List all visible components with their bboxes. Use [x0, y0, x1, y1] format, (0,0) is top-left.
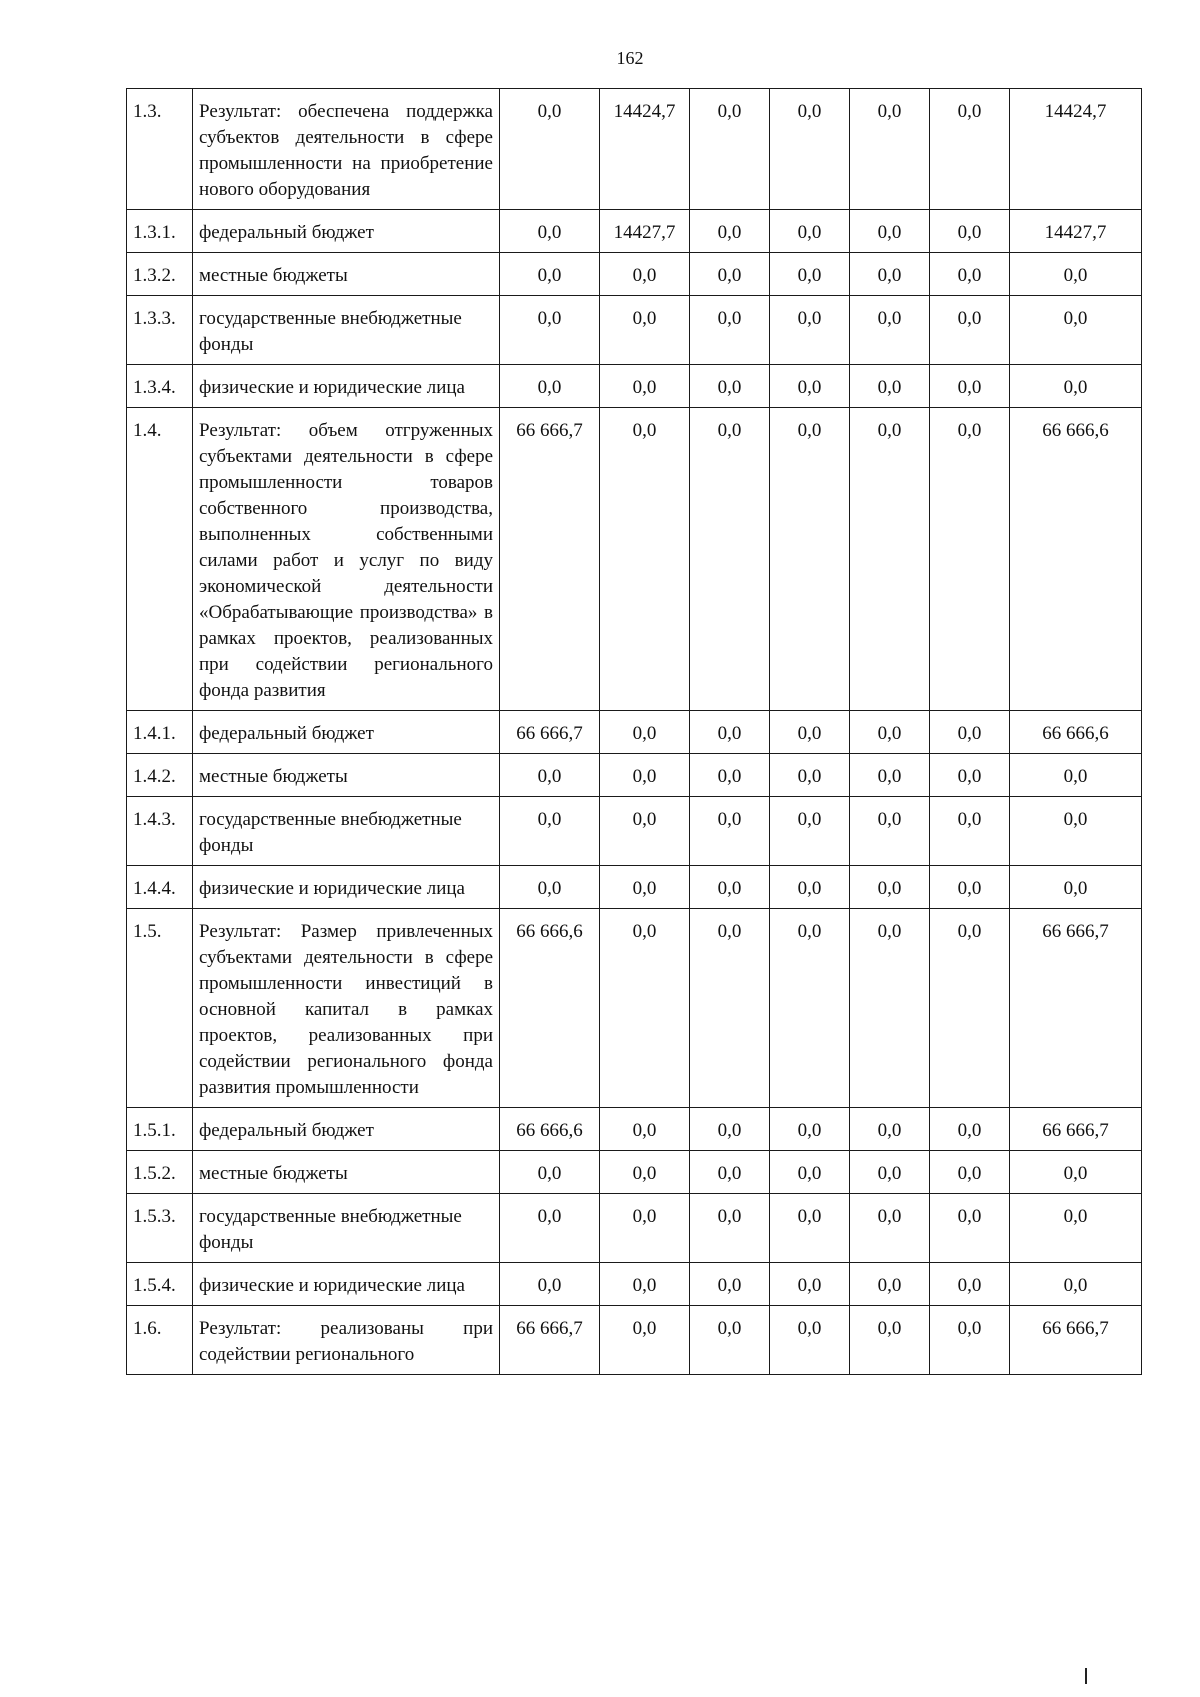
row-value-7: 66 666,6 [1010, 408, 1142, 711]
table-row [127, 866, 1142, 909]
table-row [127, 296, 1142, 365]
row-value-4: 0,0 [770, 408, 850, 711]
row-value-7: 0,0 [1010, 365, 1142, 408]
row-value-7: 0,0 [1010, 1151, 1142, 1194]
row-value-7: 0,0 [1010, 296, 1142, 365]
row-value-3: 0,0 [690, 1194, 770, 1263]
row-value-6: 0,0 [930, 754, 1010, 797]
row-value-6: 0,0 [930, 866, 1010, 909]
row-name: местные бюджеты [193, 754, 500, 797]
row-value-6: 0,0 [930, 711, 1010, 754]
row-name: федеральный бюджет [193, 210, 500, 253]
row-value-3: 0,0 [690, 866, 770, 909]
row-value-2: 0,0 [600, 797, 690, 866]
row-value-4: 0,0 [770, 797, 850, 866]
row-value-5: 0,0 [850, 408, 930, 711]
row-value-3: 0,0 [690, 711, 770, 754]
row-code: 1.3.1. [127, 210, 193, 253]
row-value-1: 0,0 [500, 253, 600, 296]
row-code: 1.4.1. [127, 711, 193, 754]
row-value-5: 0,0 [850, 754, 930, 797]
row-code: 1.3. [127, 89, 193, 210]
row-value-6: 0,0 [930, 1151, 1010, 1194]
row-name: Результат: объем отгруженных субъектами деятельности в сфере промышленности товаров собственного производства, выполненных собственными силами работ и услуг по виду экономической деятельности «Обрабатывающие производства» в рамках проектов, реализованных при содействии регионального фонда развития [193, 408, 500, 711]
row-name: местные бюджеты [193, 1151, 500, 1194]
row-value-7: 0,0 [1010, 1194, 1142, 1263]
row-value-5: 0,0 [850, 296, 930, 365]
row-value-1: 0,0 [500, 365, 600, 408]
row-value-7: 0,0 [1010, 253, 1142, 296]
row-value-2: 14424,7 [600, 89, 690, 210]
row-value-7: 66 666,6 [1010, 711, 1142, 754]
row-name: физические и юридические лица [193, 866, 500, 909]
row-value-7: 66 666,7 [1010, 909, 1142, 1108]
row-value-5: 0,0 [850, 1306, 930, 1375]
row-code: 1.5.4. [127, 1263, 193, 1306]
row-value-1: 66 666,7 [500, 408, 600, 711]
row-name: Результат: реализованы при содействии регионального [193, 1306, 500, 1375]
row-value-2: 0,0 [600, 1306, 690, 1375]
row-value-2: 0,0 [600, 1194, 690, 1263]
row-value-6: 0,0 [930, 1263, 1010, 1306]
row-value-7: 14427,7 [1010, 210, 1142, 253]
row-value-3: 0,0 [690, 365, 770, 408]
row-value-6: 0,0 [930, 1306, 1010, 1375]
row-code: 1.5.3. [127, 1194, 193, 1263]
row-value-3: 0,0 [690, 1151, 770, 1194]
row-value-1: 0,0 [500, 89, 600, 210]
table-row [127, 89, 1142, 210]
row-value-7: 14424,7 [1010, 89, 1142, 210]
row-value-3: 0,0 [690, 909, 770, 1108]
row-name: физические и юридические лица [193, 365, 500, 408]
table-row [127, 253, 1142, 296]
table-row [127, 711, 1142, 754]
row-value-6: 0,0 [930, 909, 1010, 1108]
row-value-1: 0,0 [500, 1151, 600, 1194]
row-value-2: 0,0 [600, 711, 690, 754]
table-row [127, 1194, 1142, 1263]
row-value-5: 0,0 [850, 1108, 930, 1151]
row-value-1: 0,0 [500, 296, 600, 365]
row-value-7: 0,0 [1010, 1263, 1142, 1306]
row-value-7: 0,0 [1010, 797, 1142, 866]
row-value-5: 0,0 [850, 1194, 930, 1263]
row-name: физические и юридические лица [193, 1263, 500, 1306]
table-row [127, 909, 1142, 1108]
page-number: 162 [616, 48, 644, 68]
row-name: федеральный бюджет [193, 711, 500, 754]
row-value-1: 0,0 [500, 1263, 600, 1306]
row-value-4: 0,0 [770, 1263, 850, 1306]
table-row [127, 210, 1142, 253]
row-code: 1.4.3. [127, 797, 193, 866]
row-value-4: 0,0 [770, 1108, 850, 1151]
budget-table [126, 88, 1142, 1375]
row-value-4: 0,0 [770, 89, 850, 210]
row-value-3: 0,0 [690, 754, 770, 797]
row-code: 1.3.4. [127, 365, 193, 408]
row-name: Результат: Размер привлеченных субъектами деятельности в сфере промышленности инвестиций в основной капитал в рамках проектов, реализованных при содействии регионального фонда развития промышленности [193, 909, 500, 1108]
row-value-1: 0,0 [500, 866, 600, 909]
table-row [127, 1263, 1142, 1306]
row-value-1: 0,0 [500, 210, 600, 253]
row-value-2: 0,0 [600, 296, 690, 365]
table-row [127, 754, 1142, 797]
row-value-3: 0,0 [690, 1263, 770, 1306]
row-value-3: 0,0 [690, 210, 770, 253]
row-value-5: 0,0 [850, 1151, 930, 1194]
row-code: 1.4.4. [127, 866, 193, 909]
row-name: федеральный бюджет [193, 1108, 500, 1151]
row-code: 1.5.2. [127, 1151, 193, 1194]
row-value-3: 0,0 [690, 1306, 770, 1375]
row-value-3: 0,0 [690, 89, 770, 210]
row-value-2: 0,0 [600, 408, 690, 711]
row-value-1: 0,0 [500, 1194, 600, 1263]
row-value-4: 0,0 [770, 365, 850, 408]
row-code: 1.3.2. [127, 253, 193, 296]
table-row [127, 1151, 1142, 1194]
row-value-6: 0,0 [930, 89, 1010, 210]
row-value-2: 0,0 [600, 1151, 690, 1194]
row-name: государственные внебюджетные фонды [193, 1194, 500, 1263]
row-value-6: 0,0 [930, 1108, 1010, 1151]
row-value-2: 0,0 [600, 1263, 690, 1306]
row-value-7: 66 666,7 [1010, 1306, 1142, 1375]
row-value-2: 0,0 [600, 365, 690, 408]
row-value-5: 0,0 [850, 797, 930, 866]
scan-mark [1085, 1668, 1087, 1684]
row-value-4: 0,0 [770, 210, 850, 253]
row-value-5: 0,0 [850, 1263, 930, 1306]
row-value-3: 0,0 [690, 1108, 770, 1151]
row-value-6: 0,0 [930, 210, 1010, 253]
row-value-1: 0,0 [500, 797, 600, 866]
row-name: государственные внебюджетные фонды [193, 296, 500, 365]
row-value-7: 0,0 [1010, 866, 1142, 909]
row-value-3: 0,0 [690, 296, 770, 365]
row-value-1: 66 666,7 [500, 711, 600, 754]
row-value-5: 0,0 [850, 711, 930, 754]
row-value-4: 0,0 [770, 1194, 850, 1263]
table-row [127, 1108, 1142, 1151]
row-value-7: 66 666,7 [1010, 1108, 1142, 1151]
row-code: 1.4. [127, 408, 193, 711]
row-value-4: 0,0 [770, 253, 850, 296]
row-value-6: 0,0 [930, 296, 1010, 365]
row-value-4: 0,0 [770, 296, 850, 365]
row-code: 1.3.3. [127, 296, 193, 365]
row-value-5: 0,0 [850, 866, 930, 909]
row-code: 1.6. [127, 1306, 193, 1375]
row-value-4: 0,0 [770, 711, 850, 754]
table-row [127, 365, 1142, 408]
row-value-7: 0,0 [1010, 754, 1142, 797]
row-value-2: 0,0 [600, 909, 690, 1108]
row-code: 1.5. [127, 909, 193, 1108]
row-value-2: 0,0 [600, 1108, 690, 1151]
row-name: Результат: обеспечена поддержка субъектов деятельности в сфере промышленности на приобретение нового оборудования [193, 89, 500, 210]
row-value-1: 0,0 [500, 754, 600, 797]
row-value-4: 0,0 [770, 909, 850, 1108]
row-value-4: 0,0 [770, 1306, 850, 1375]
row-value-5: 0,0 [850, 365, 930, 408]
row-name: местные бюджеты [193, 253, 500, 296]
row-value-4: 0,0 [770, 1151, 850, 1194]
table-row [127, 1306, 1142, 1375]
row-value-3: 0,0 [690, 253, 770, 296]
row-value-3: 0,0 [690, 797, 770, 866]
row-value-6: 0,0 [930, 1194, 1010, 1263]
row-value-4: 0,0 [770, 754, 850, 797]
row-value-3: 0,0 [690, 408, 770, 711]
row-value-2: 0,0 [600, 754, 690, 797]
row-name: государственные внебюджетные фонды [193, 797, 500, 866]
row-value-1: 66 666,6 [500, 1108, 600, 1151]
row-value-1: 66 666,6 [500, 909, 600, 1108]
row-value-4: 0,0 [770, 866, 850, 909]
row-value-6: 0,0 [930, 797, 1010, 866]
row-code: 1.5.1. [127, 1108, 193, 1151]
row-value-5: 0,0 [850, 210, 930, 253]
row-value-6: 0,0 [930, 253, 1010, 296]
table-row [127, 797, 1142, 866]
row-value-5: 0,0 [850, 89, 930, 210]
row-value-1: 66 666,7 [500, 1306, 600, 1375]
table-row [127, 408, 1142, 711]
row-code: 1.4.2. [127, 754, 193, 797]
row-value-5: 0,0 [850, 253, 930, 296]
row-value-5: 0,0 [850, 909, 930, 1108]
row-value-6: 0,0 [930, 408, 1010, 711]
row-value-2: 14427,7 [600, 210, 690, 253]
row-value-6: 0,0 [930, 365, 1010, 408]
row-value-2: 0,0 [600, 866, 690, 909]
row-value-2: 0,0 [600, 253, 690, 296]
